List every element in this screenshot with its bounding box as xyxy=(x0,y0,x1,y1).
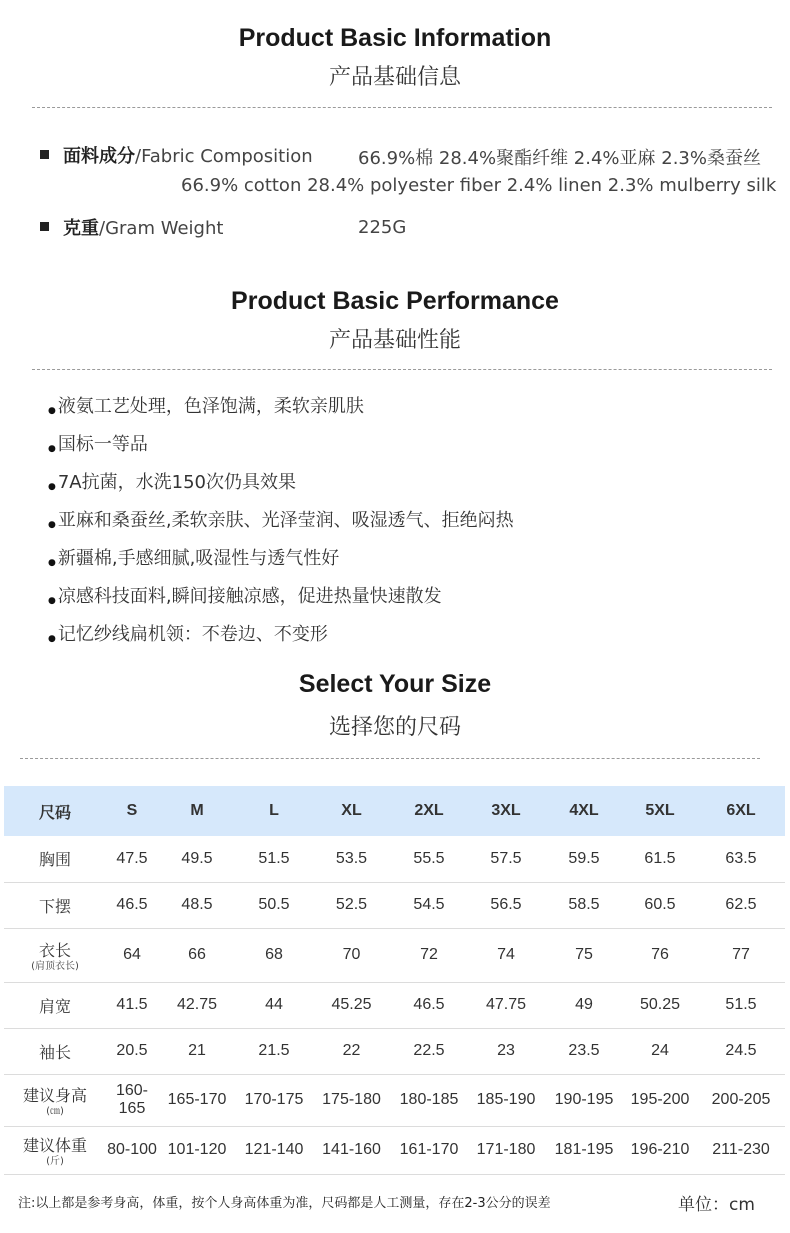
header-cell: 尺码 xyxy=(38,804,71,822)
table-cell: 44 xyxy=(265,996,283,1013)
table-cell: 47.75 xyxy=(485,996,527,1013)
table-cell: 54.5 xyxy=(413,896,445,913)
size-unit: 单位：cm xyxy=(678,1195,755,1215)
table-cell: 181-195 xyxy=(554,1141,614,1158)
size-table xyxy=(4,786,785,1175)
table-cell: 121-140 xyxy=(244,1141,304,1158)
row-label-sub: (㎝) xyxy=(46,1105,64,1117)
row-label-cell xyxy=(4,982,106,1028)
table-cell: 24.5 xyxy=(725,1042,757,1059)
table-cell: 195-200 xyxy=(630,1091,690,1108)
header-cell: S xyxy=(126,802,138,819)
square-bullet-icon xyxy=(40,150,49,159)
row-label-cell xyxy=(4,882,106,928)
size-title-en: Select Your Size xyxy=(298,670,492,698)
table-row xyxy=(4,1028,785,1074)
table-cell: 66 xyxy=(188,946,206,963)
row-label-sub: (斤) xyxy=(46,1155,64,1167)
table-cell: 55.5 xyxy=(413,849,445,867)
table-cell: 48.5 xyxy=(181,896,213,913)
performance-item: ● 新疆棉,手感细腻,吸湿性与透气性好 xyxy=(48,546,514,584)
row-label: 建议体重 xyxy=(22,1135,87,1155)
row-label-cell xyxy=(4,1028,106,1074)
table-cell: 160-165 xyxy=(115,1082,149,1117)
table-cell: 56.5 xyxy=(490,896,522,913)
header-cell: M xyxy=(190,802,204,819)
table-cell: 42.75 xyxy=(176,996,218,1013)
weight-row xyxy=(40,214,223,240)
performance-item: ● 凉感科技面料,瞬间接触凉感，促进热量快速散发 xyxy=(48,584,514,622)
row-label: 建议身高 xyxy=(22,1085,87,1105)
row-label-cell xyxy=(4,1074,106,1126)
row-label-cell xyxy=(4,928,106,982)
performance-title-zh: 产品基础性能 xyxy=(328,328,461,353)
table-cell: 170-175 xyxy=(244,1091,304,1108)
fabric-value-en: 66.9% cotton 28.4% polyester fiber 2.4% linen 2.3% mulberry silk xyxy=(181,175,777,196)
table-cell: 41.5 xyxy=(116,996,148,1013)
header-cell: 5XL xyxy=(645,802,675,819)
table-cell: 59.5 xyxy=(568,849,600,867)
fabric-label-en: /Fabric Composition xyxy=(135,146,313,167)
header-cell: L xyxy=(269,802,279,819)
divider-performance xyxy=(32,369,772,370)
weight-label-en: /Gram Weight xyxy=(99,218,224,239)
row-label-sub: (肩顶衣长) xyxy=(31,960,79,972)
table-row xyxy=(4,1074,785,1126)
performance-item: ● 记忆纱线扁机领：不卷边、不变形 xyxy=(48,622,514,660)
divider-size xyxy=(20,758,760,759)
performance-list xyxy=(48,394,514,660)
table-cell: 190-195 xyxy=(554,1091,614,1108)
table-cell: 185-190 xyxy=(476,1091,536,1108)
row-label: 袖长 xyxy=(38,1042,71,1062)
header-cell: 4XL xyxy=(569,802,599,819)
table-cell: 80-100 xyxy=(107,1141,157,1158)
table-cell: 21.5 xyxy=(258,1042,290,1059)
table-cell: 70 xyxy=(342,946,361,963)
table-cell: 72 xyxy=(420,946,438,963)
row-label: 下摆 xyxy=(38,896,71,916)
table-cell: 24 xyxy=(651,1042,669,1059)
table-row xyxy=(4,1126,785,1174)
table-row xyxy=(4,982,785,1028)
table-cell: 175-180 xyxy=(322,1091,381,1108)
table-cell: 51.5 xyxy=(725,996,757,1013)
table-cell: 58.5 xyxy=(568,896,600,913)
performance-item: ● 液氨工艺处理，色泽饱满，柔软亲肌肤 xyxy=(48,394,514,432)
table-cell: 101-120 xyxy=(167,1141,227,1158)
table-cell: 161-170 xyxy=(399,1141,459,1158)
table-cell: 171-180 xyxy=(476,1141,536,1158)
table-cell: 20.5 xyxy=(116,1042,148,1059)
table-cell: 53.5 xyxy=(335,849,368,867)
table-cell: 46.5 xyxy=(413,996,445,1013)
fabric-label-zh: 面料成分 xyxy=(63,146,135,167)
table-cell: 50.5 xyxy=(258,896,290,913)
size-table-header xyxy=(4,786,785,836)
weight-value: 225G xyxy=(358,217,407,238)
table-cell: 196-210 xyxy=(630,1141,690,1158)
table-cell: 76 xyxy=(651,946,669,963)
table-cell: 63.5 xyxy=(725,849,757,867)
header-cell: XL xyxy=(341,802,362,819)
header-cell: 2XL xyxy=(414,802,444,819)
table-cell: 74 xyxy=(497,946,515,963)
performance-item: ● 7A抗菌，水洗150次仍具效果 xyxy=(48,470,514,508)
table-cell: 22.5 xyxy=(413,1042,445,1059)
table-cell: 23.5 xyxy=(568,1042,600,1059)
size-note: 注:以上都是参考身高，体重，按个人身高体重为准，尺码都是人工测量，存在2-3公分的误差 xyxy=(18,1196,551,1211)
row-label: 胸围 xyxy=(38,850,71,870)
divider-basic-info xyxy=(32,107,772,108)
table-cell: 68 xyxy=(265,946,283,963)
performance-item: ● 国标一等品 xyxy=(48,432,514,470)
table-cell: 200-205 xyxy=(711,1091,771,1108)
table-cell: 22 xyxy=(342,1042,361,1059)
table-cell: 46.5 xyxy=(116,896,148,913)
size-title-zh: 选择您的尺码 xyxy=(328,715,461,740)
table-cell: 23 xyxy=(497,1042,515,1059)
table-cell: 52.5 xyxy=(335,896,368,913)
table-cell: 61.5 xyxy=(644,849,676,867)
table-cell: 62.5 xyxy=(725,896,757,913)
table-cell: 49.5 xyxy=(181,849,213,867)
header-cell: 3XL xyxy=(491,802,521,819)
row-label-cell xyxy=(4,1126,106,1174)
table-cell: 50.25 xyxy=(639,996,681,1013)
fabric-value-zh: 66.9%棉 28.4%聚酯纤维 2.4%亚麻 2.3%桑蚕丝 xyxy=(358,148,761,169)
table-cell: 51.5 xyxy=(258,849,290,867)
table-row xyxy=(4,928,785,982)
header-cell: 6XL xyxy=(726,802,756,819)
table-cell: 60.5 xyxy=(644,896,676,913)
table-cell: 21 xyxy=(188,1042,206,1059)
performance-item: ● 亚麻和桑蚕丝,柔软亲肤、光泽莹润、吸湿透气、拒绝闷热 xyxy=(48,508,514,546)
row-label-cell xyxy=(4,836,106,882)
table-cell: 45.25 xyxy=(331,996,372,1013)
table-cell: 165-170 xyxy=(167,1091,227,1108)
table-cell: 57.5 xyxy=(490,849,522,867)
performance-title-en: Product Basic Performance xyxy=(231,287,559,315)
row-label: 衣长 xyxy=(38,940,71,960)
fabric-row xyxy=(40,142,313,168)
table-cell: 77 xyxy=(732,946,750,963)
table-cell: 180-185 xyxy=(399,1091,459,1108)
square-bullet-icon xyxy=(40,222,49,231)
table-cell: 141-160 xyxy=(322,1141,381,1158)
basic-info-title-en: Product Basic Information xyxy=(238,24,552,52)
table-cell: 49 xyxy=(575,996,593,1013)
table-cell: 64 xyxy=(123,946,141,963)
basic-info-title-zh: 产品基础信息 xyxy=(328,65,461,90)
weight-label-zh: 克重 xyxy=(63,218,99,239)
table-row xyxy=(4,882,785,928)
table-row xyxy=(4,836,785,882)
table-cell: 75 xyxy=(575,946,593,963)
table-cell: 211-230 xyxy=(712,1141,770,1158)
row-label: 肩宽 xyxy=(38,996,71,1016)
table-cell: 47.5 xyxy=(116,849,148,867)
